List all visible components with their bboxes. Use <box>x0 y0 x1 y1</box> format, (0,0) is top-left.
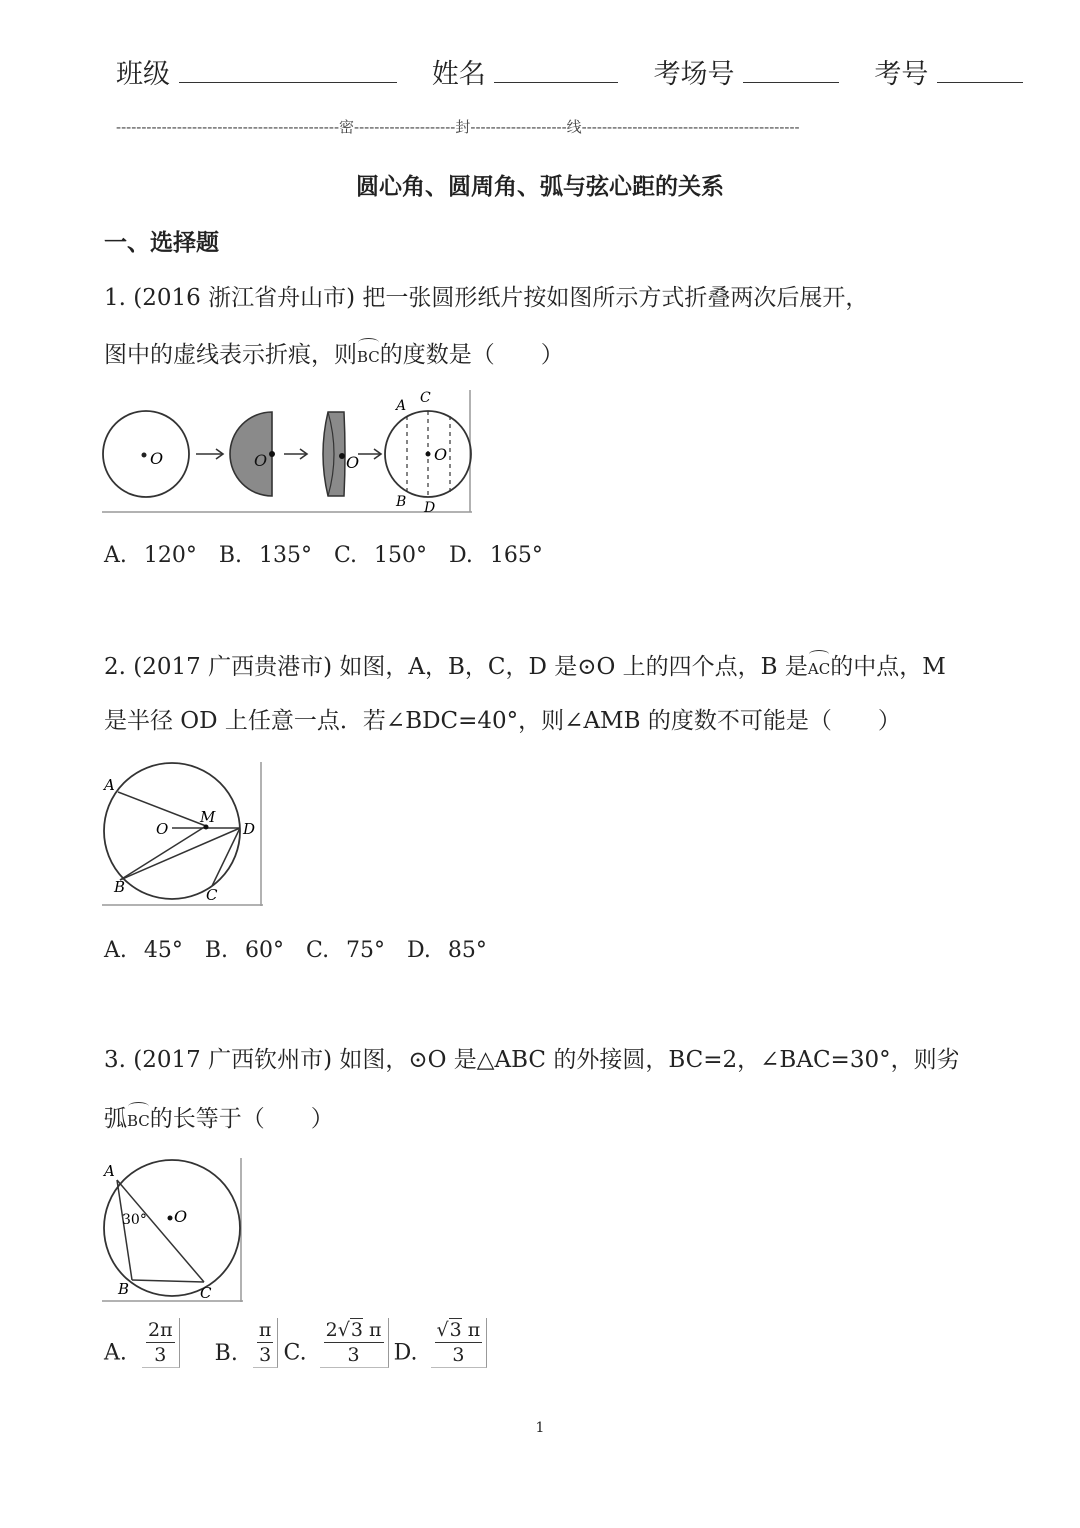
q2-line1 <box>104 650 946 684</box>
q1-text-pre: 图中的虚线表示折痕，则 <box>104 342 357 368</box>
q3-text-pre: 弧 <box>104 1106 127 1132</box>
q3-opt-c-pi: π <box>369 1319 382 1341</box>
q3-opt-c-label: C. <box>283 1340 307 1366</box>
q2-arc-ac: AC <box>808 650 830 684</box>
q2-label-m: M <box>200 808 216 826</box>
q1-options: A. 120° B. 135° C. 150° D. 165° <box>104 543 543 568</box>
q1-line2 <box>104 338 564 372</box>
q1-line1: 1. (2016 浙江省舟山市) 把一张圆形纸片按如图所示方式折叠两次后展开， <box>104 285 869 311</box>
page-number: 1 <box>535 1420 545 1436</box>
q3-label-o: O <box>174 1207 188 1226</box>
q3-opt-c-radicand: 3 <box>350 1319 363 1341</box>
q3-opt-d-fraction <box>431 1318 488 1368</box>
q3-label-angle: 30° <box>122 1212 147 1228</box>
q2-label-a: A <box>104 776 115 794</box>
q3-opt-b-den: 3 <box>259 1344 272 1366</box>
q3-options <box>104 1318 487 1368</box>
q3-line1: 3. (2017 广西钦州市) 如图，⊙O 是△ABC 的外接圆，BC=2，∠BAC=30°，则劣 <box>104 1047 960 1073</box>
name-label: 姓名 <box>431 59 486 90</box>
seal-line: --------------------------------------------密--------------------封-------------------线------------------------------------------- <box>116 118 800 136</box>
q3-opt-d-den: 3 <box>452 1344 465 1366</box>
q1-label-o4: O <box>434 445 448 464</box>
q3-opt-d-label: D. <box>393 1340 418 1366</box>
exam-no-label: 考号 <box>874 59 929 90</box>
q3-opt-b-num: π <box>258 1319 272 1341</box>
room-field[interactable] <box>743 54 839 83</box>
q1-label-c: C <box>420 390 431 406</box>
q1-figure <box>100 388 476 516</box>
q3-opt-c-coef: 2 <box>325 1319 338 1341</box>
q2-line2: 是半径 OD 上任意一点．若∠BDC=40°，则∠AMB 的度数不可能是（ ） <box>104 708 901 734</box>
q3-opt-d-pi: π <box>467 1319 481 1341</box>
q1-label-o3: O <box>346 453 360 472</box>
q3-opt-b-fraction <box>253 1318 279 1368</box>
q1-label-o1: O <box>150 449 164 468</box>
q1-label-b: B <box>396 494 407 510</box>
q3-opt-c-num: 2√3 π <box>325 1319 382 1341</box>
q2-options: A. 45° B. 60° C. 75° D. 85° <box>104 938 487 963</box>
q2-text-post: 的中点，M <box>830 654 946 680</box>
q3-label-b: B <box>118 1280 130 1298</box>
q1-arc-bc: BC <box>357 338 380 372</box>
q3-opt-a-fraction <box>142 1318 180 1368</box>
q3-opt-c-fraction <box>320 1318 389 1368</box>
q2-label-c: C <box>206 886 218 904</box>
q3-opt-d-num: √3 π <box>436 1319 481 1341</box>
q2-label-b: B <box>114 878 126 896</box>
room-label: 考场号 <box>653 59 735 90</box>
q3-opt-c-den: 3 <box>347 1344 360 1366</box>
q1-label-o2: O <box>254 451 268 470</box>
q3-label-a: A <box>104 1162 115 1180</box>
page-title: 圆心角、圆周角、弧与弦心距的关系 <box>356 174 724 200</box>
q3-arc-bc: BC <box>127 1102 150 1136</box>
q2-label-o: O <box>156 820 169 838</box>
q1-label-a: A <box>396 398 407 414</box>
exam-no-field[interactable] <box>937 54 1023 83</box>
class-field[interactable] <box>179 54 397 83</box>
q2-label-d: D <box>243 820 256 838</box>
q1-text-post: 的度数是（ ） <box>379 342 564 368</box>
class-label: 班级 <box>116 59 170 90</box>
header-fields <box>116 52 1023 91</box>
q3-opt-b-label: B. <box>214 1340 238 1366</box>
name-field[interactable] <box>494 54 618 83</box>
q3-text-post: 的长等于（ ） <box>149 1106 334 1132</box>
q2-figure <box>100 760 266 910</box>
q3-opt-d-radicand: 3 <box>449 1319 462 1341</box>
q3-opt-a-den: 3 <box>154 1344 167 1366</box>
q3-line2 <box>104 1102 334 1136</box>
q3-opt-a-num: 2π <box>147 1319 173 1341</box>
q2-text-pre: 2. (2017 广西贵港市) 如图，A，B，C，D 是⊙O 上的四个点，B 是 <box>104 654 808 680</box>
q3-opt-a-label: A. <box>104 1340 127 1366</box>
q3-figure <box>100 1156 246 1306</box>
q3-label-c: C <box>200 1284 212 1302</box>
section-heading: 一、选择题 <box>104 230 219 256</box>
q1-label-d: D <box>424 500 436 516</box>
